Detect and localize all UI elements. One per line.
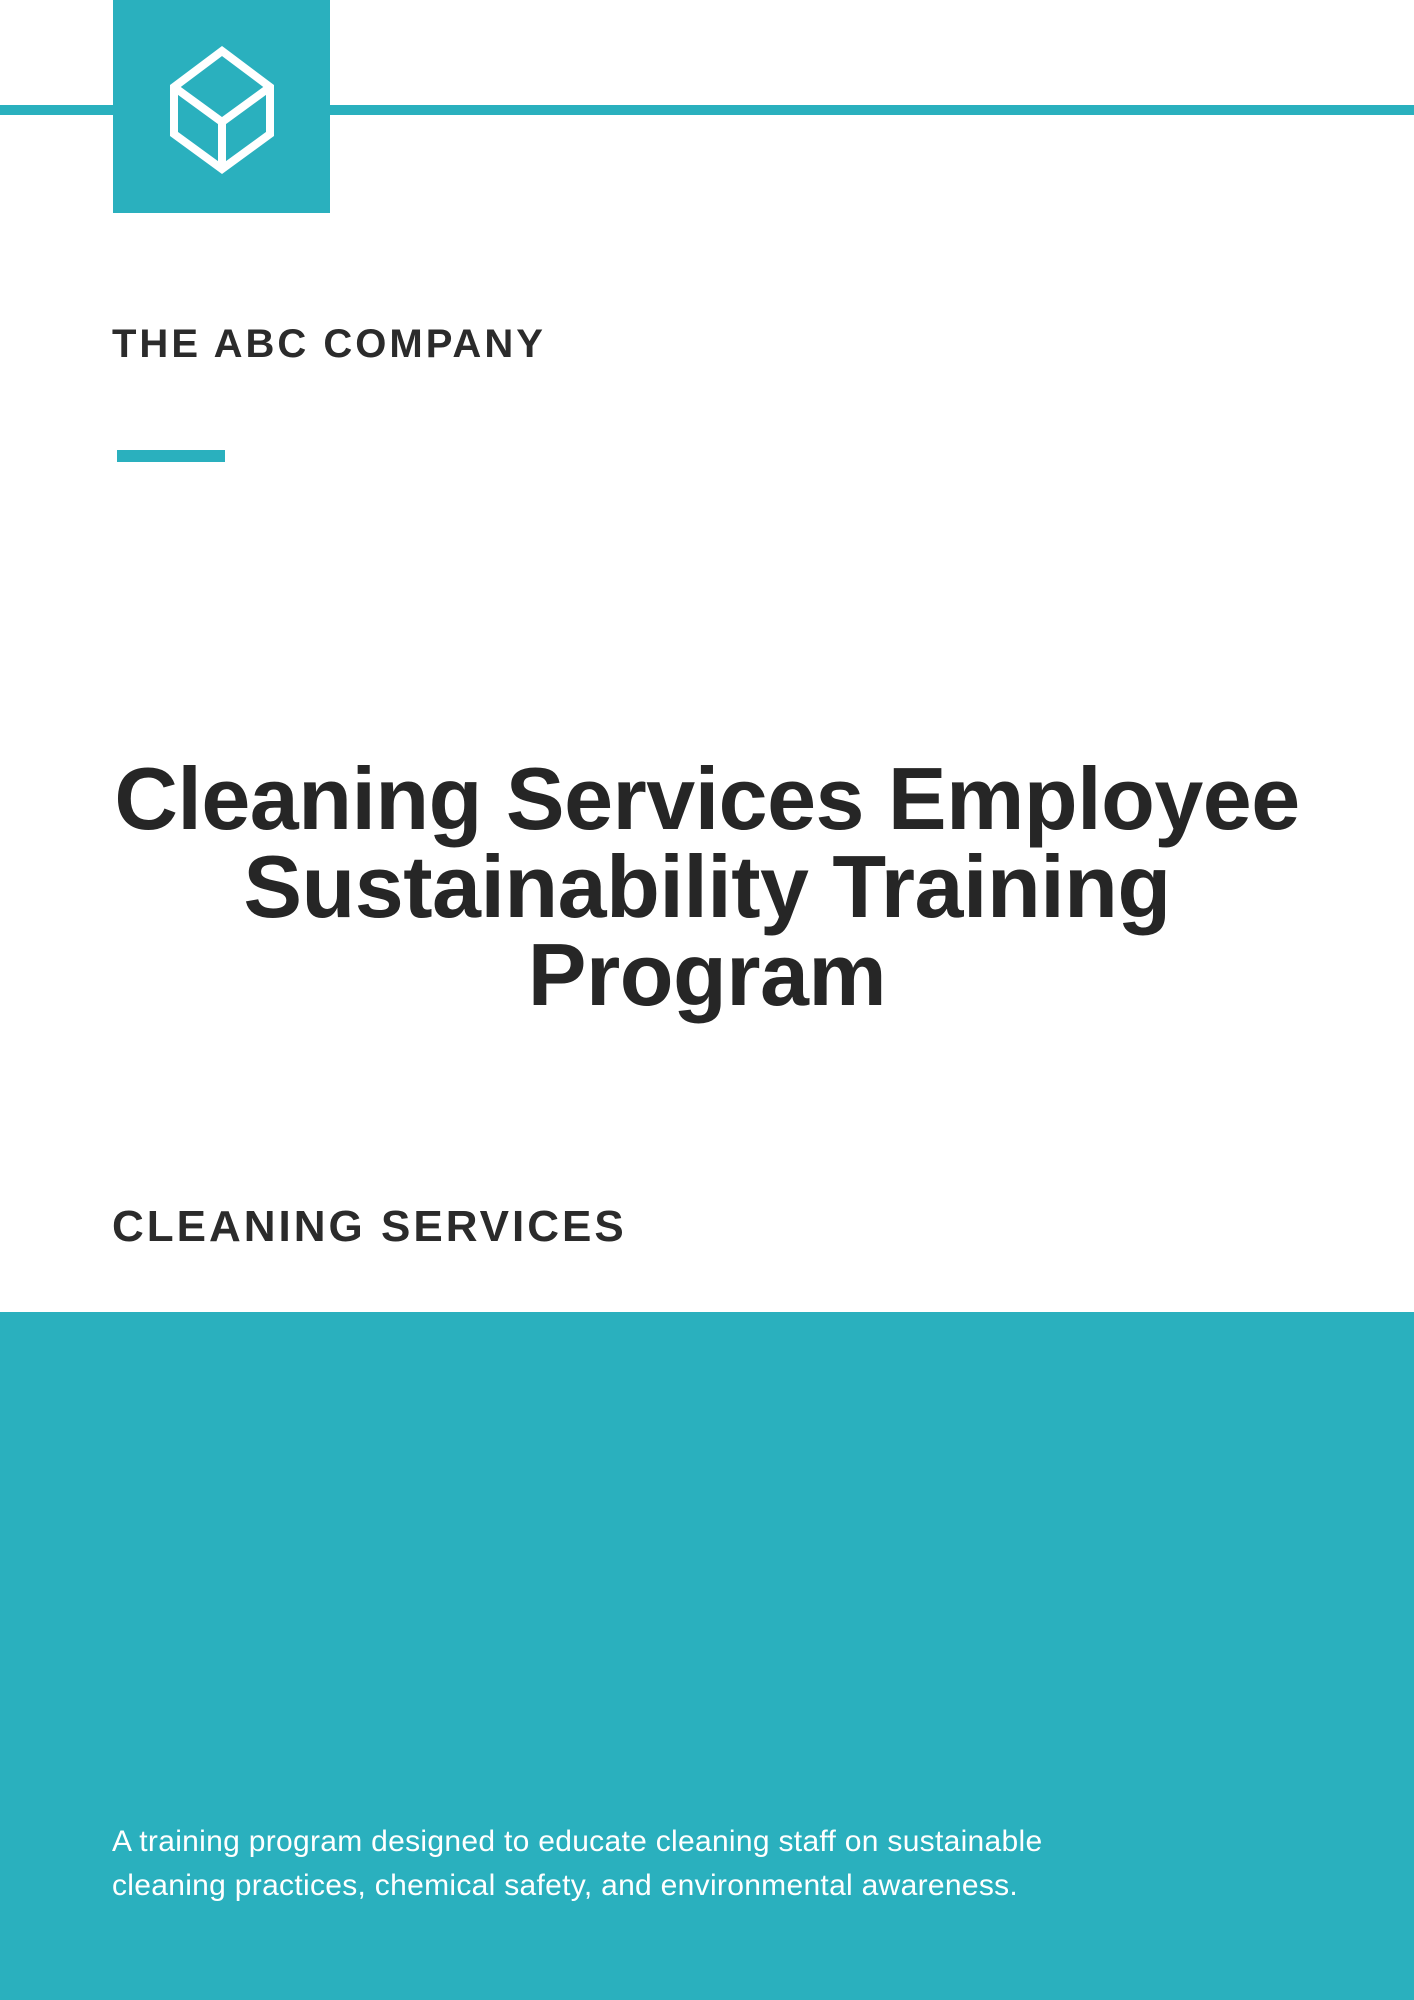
document-description <box>112 1820 1042 1908</box>
document-title <box>0 749 1414 1024</box>
description-line-1: A training program designed to educate cleaning staff on sustainable <box>112 1825 1043 1858</box>
title-line-1: Cleaning Services Employee <box>114 749 1300 848</box>
cube-icon <box>170 46 274 174</box>
company-logo <box>113 0 330 213</box>
company-name: THE ABC COMPANY <box>112 322 546 366</box>
footer-band <box>0 1312 1414 2000</box>
accent-dash <box>117 450 225 462</box>
title-line-2: Sustainability Training <box>243 837 1171 936</box>
document-subtitle: CLEANING SERVICES <box>112 1202 627 1251</box>
description-line-2: cleaning practices, chemical safety, and environmental awareness. <box>112 1869 1019 1902</box>
title-line-3: Program <box>527 925 887 1024</box>
